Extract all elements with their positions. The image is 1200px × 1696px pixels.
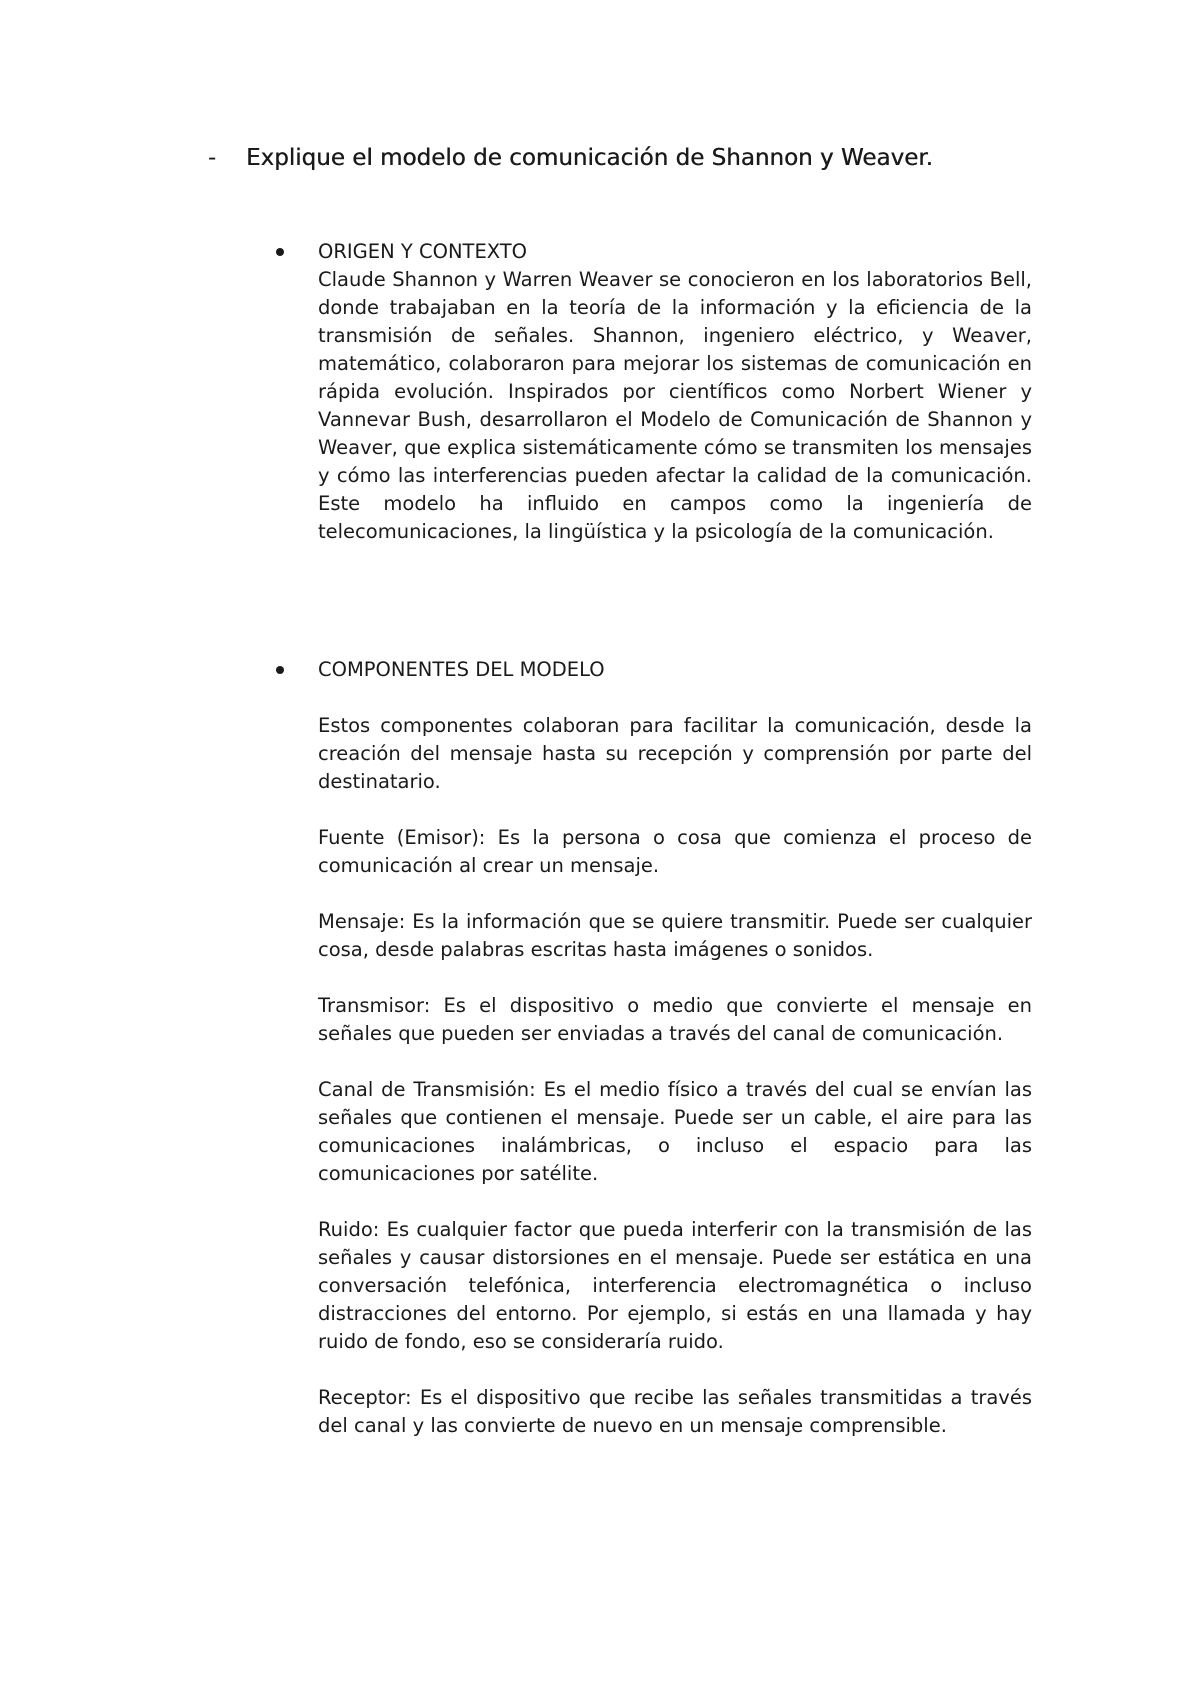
paragraph-fuente: Fuente (Emisor): Es la persona o cosa que comienza el proceso de comunicación al crear un mensaje. — [318, 826, 1032, 877]
paragraph-canal: Canal de Transmisión: Es el medio físico a través del cual se envían las señales que contienen el mensaje. Puede ser un cable, el aire para las comunicaciones inalámbricas, o incluso el espacio para las comunicaciones por satélite. — [318, 1078, 1032, 1185]
paragraph: Claude Shannon y Warren Weaver se conocieron en los laboratorios Bell, donde trabajaban en la teoría de la información y la eficiencia de la transmisión de señales. Shannon, ingeniero eléctrico, y Weaver, matemático, colaboraron para mejorar los sistemas de comunicación en rápida evolución. Inspirados por científicos como Norbert Wiener y Vannevar Bush, desarrollaron el Modelo de Comunicación de Shannon y Weaver, que explica sistemáticamente cómo se transmiten los mensajes y cómo las interferencias pueden afectar la calidad de la comunicación. Este modelo ha influido en campos como la ingeniería de telecomunicaciones, la lingüística y la psicología de la comunicación. — [318, 268, 1032, 543]
section-content — [318, 238, 1032, 546]
paragraph-transmisor: Transmisor: Es el dispositivo o medio que convierte el mensaje en señales que pueden ser enviadas a través del canal de comunicación. — [318, 994, 1032, 1045]
question-heading — [208, 142, 1108, 174]
heading-title: Explique el modelo de comunicación de Shannon y Weaver. — [246, 145, 933, 171]
paragraph-intro: Estos componentes colaboran para facilitar la comunicación, desde la creación del mensaje hasta su recepción y comprensión por parte del destinatario. — [318, 714, 1032, 793]
paragraph-receptor: Receptor: Es el dispositivo que recibe las señales transmitidas a través del canal y las convierte de nuevo en un mensaje comprensible. — [318, 1386, 1032, 1437]
section-title: ORIGEN Y CONTEXTO — [318, 240, 528, 263]
heading-dash: - — [208, 145, 217, 171]
section-title: COMPONENTES DEL MODELO — [318, 658, 605, 681]
paragraph-ruido: Ruido: Es cualquier factor que pueda interferir con la transmisión de las señales y causar distorsiones en el mensaje. Puede ser estática en una conversación telefónica, interferencia electromagnética o incluso distracciones del entorno. Por ejemplo, si estás en una llamada y hay ruido de fondo, eso se consideraría ruido. — [318, 1218, 1032, 1353]
bullet-icon — [276, 666, 284, 674]
section-content — [318, 656, 1032, 1440]
bullet-icon — [276, 248, 284, 256]
paragraph-mensaje: Mensaje: Es la información que se quiere transmitir. Puede ser cualquier cosa, desde palabras escritas hasta imágenes o sonidos. — [318, 910, 1032, 961]
